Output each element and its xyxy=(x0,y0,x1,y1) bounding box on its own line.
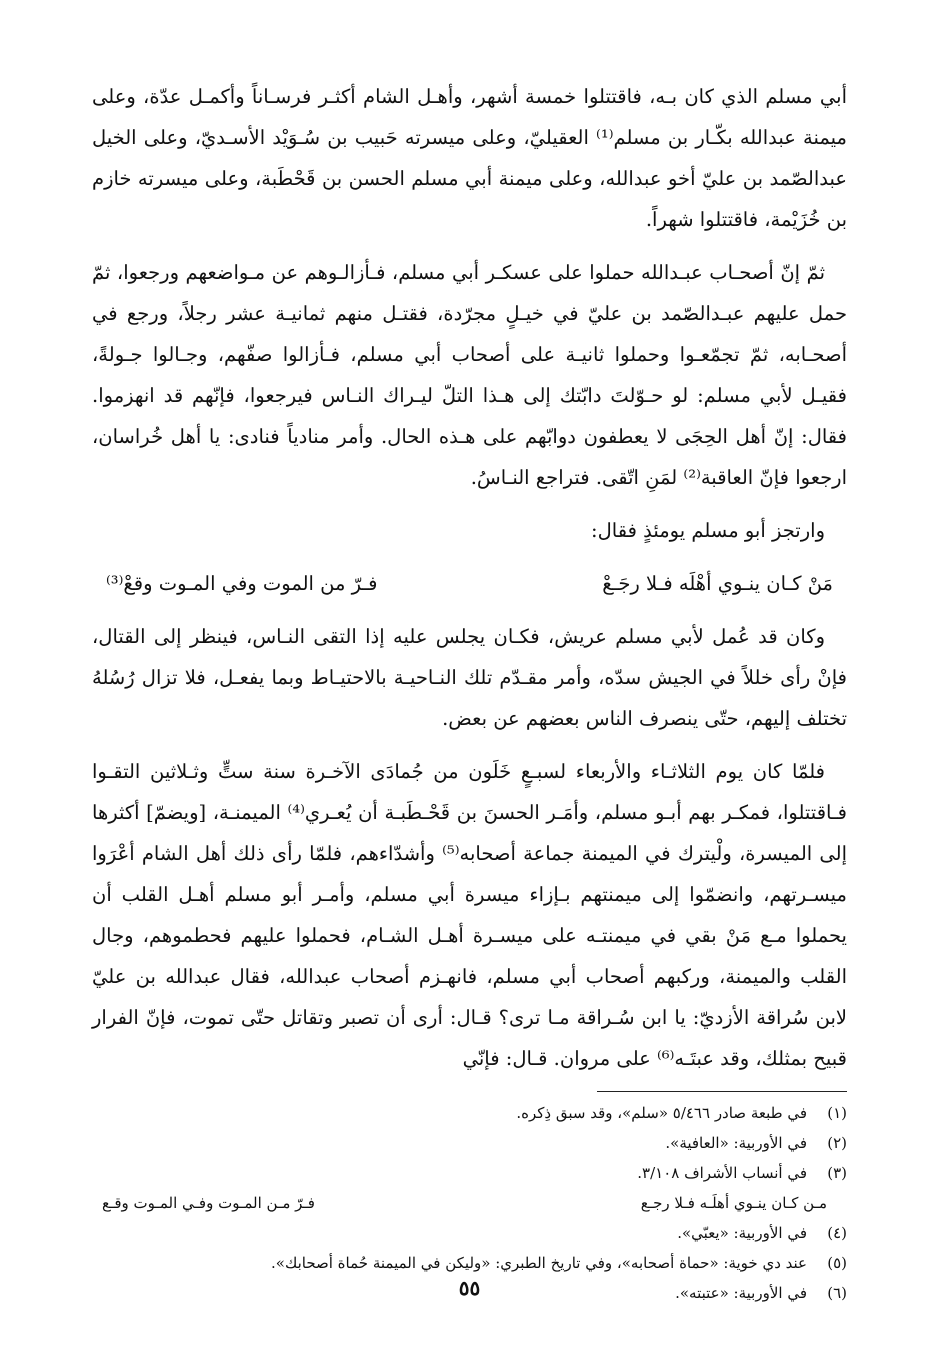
footnote-text: في الأوربية: «يعبّي». xyxy=(677,1224,807,1242)
footnote-4 xyxy=(92,1218,847,1248)
footnote-text: في الأوربية: «عتبته». xyxy=(675,1284,807,1302)
footnote-5 xyxy=(92,1248,847,1278)
footnote-verse-second: فـرّ مـن المـوت وفـي المـوت وقـع xyxy=(102,1194,315,1212)
footnote-text: في أنساب الأشراف ٣/١٠٨. xyxy=(637,1164,807,1182)
paragraph-4: وكان قد عُمل لأبي مسلم عريش، فكـان يجلس عليه إذا التقى النـاس، فينظر إلى القتال، فإنْ رأى خللاً في الجيش سدّه، وأمر مقـدّم تلك النـاحيـة بالاحتيـاط وبما يفعـل، فلا تزال رُسُلهُ تختلف إليهم، حتّى ينصرف الناس بعضهم عن بعض. xyxy=(92,625,847,730)
verse-first-hemistich: مَنْ كـان ينـوي أهْلَه فـلا رجَـعْ xyxy=(602,572,833,595)
footnote-text: في الأوربية: «العافية». xyxy=(665,1134,807,1152)
footnote-text: في طبعة صادر ٥/٤٦٦ «سلم»، وقد سبق ذِكره. xyxy=(516,1104,807,1122)
footnote-number: (١) xyxy=(827,1104,847,1122)
footnote-3 xyxy=(92,1158,847,1188)
paragraph-5: فلمّا كان يوم الثلاثـاء والأربعاء لسبـعٍ خَلَون من جُمادَى الآخـرة سنة ستٍّ وثـلاثين التقـوا فـاقتتلوا، فمكـر بهم أبـو مسلم، وأمَـر الحسنَ بن قَحْـطَبـة أن يُعـري⁽⁴⁾ الميمنـة، [ويضمّ] أكثرها إلى الميسرة، ولْيترك في الميمنة جماعة أصحابه⁽⁵⁾ وأشدّاءهم، فلمّا رأى ذلك أهل الشام أعْرَوا ميسـرتهم، وانضمّوا إلى ميمنتهم بـإزاء ميسرة أبي مسلم، وأمـر أبو مسلم أهـل القلب أن يحملوا مـع مَنْ بقي في ميمنتـه على ميسـرة أهـل الشـام، فحملوا عليهم فحطموهم، وجال القلب والميمنة، وركبهم أصحاب أبي مسلم، فانهـزم أصحاب عبدالله، فقال عبدالله بن عليّ لابن سُراقة الأزديّ: يا ابن سُـراقة مـا ترى؟ قـال: أرى أن تصبر وتقاتل حتّى تموت، فإنّ الفرار قبيح بمثلك، وقد عبتَـه⁽⁶⁾ على مروان. قـال: فإنّي xyxy=(92,760,848,1070)
footnote-divider xyxy=(597,1091,847,1092)
verse-second-hemistich: فـرّ من الموت وفي المـوت وقعْ⁽³⁾ xyxy=(106,572,378,595)
footnote-number: (٤) xyxy=(827,1224,847,1242)
paragraph-2: ثمّ إنّ أصحـاب عبـدالله حملوا على عسكـر أبي مسلم، فـأزالـوهم عن مـواضعهم ورجعوا، ثمّ حمل عليهم عبـدالصّمد بن عليّ في خيـلٍ مجرّدة، فقتـل منهم ثمانيـة عشر رجلاً، ورجع في أصحـابه، ثمّ تجمّعـوا وحملوا ثانيـة على أصحاب أبي مسلم، فـأزالوا صفّهم، وجـالوا جـولةً، فقيـل لأبي مسلم: لو حـوّلتَ دابّتك إلى هـذا التلّ ليـراك النـاس فيرجعوا، فإنّهم قد انهزموا. فقال: إنّ أهل الحِجَى لا يعطفون دوابّهم على هـذه الحال. وأمر منادياً فنادى: يا أهل خُراسان، ارجعوا فإنّ العاقبة⁽²⁾ لمَنِ اتّقى. فتراجع النـاسُ. xyxy=(92,261,847,489)
page-number: ٥٥ xyxy=(458,1276,481,1300)
paragraph-3: وارتجز أبو مسلم يومئذٍ فقال: xyxy=(591,519,825,542)
footnote-2 xyxy=(92,1128,847,1158)
footnote-number: (٢) xyxy=(827,1134,847,1152)
footnote-verse xyxy=(102,1188,827,1218)
main-text xyxy=(92,76,847,1079)
footnote-number: (٦) xyxy=(827,1284,847,1302)
footnote-number: (٥) xyxy=(827,1254,847,1272)
footnote-1 xyxy=(92,1098,847,1128)
paragraph-1: أبي مسلم الذي كان بـه، فاقتتلوا خمسة أشهر، وأهـل الشام أكثـر فرسـاناً وأكمـل عدّة، وعلى ميمنة عبدالله بكّـار بن مسلم⁽¹⁾ العقيليّ، وعلى ميسرته حَبيب بن سُـوَيْد الأسـديّ، وعلى الخيل عبدالصّمد بن عليّ أخو عبدالله، وعلى ميمنة أبي مسلم الحسن بن قَحْطَبة، وعلى ميسرته خازم بن خُزَيْمة، فاقتتلوا شهراً. xyxy=(92,85,847,231)
footnote-number: (٣) xyxy=(827,1164,847,1182)
verse xyxy=(106,563,833,604)
footnote-verse-first: مـن كـان ينـوي أهلَـه فـلا رجـع xyxy=(640,1194,827,1212)
footnote-text: عند دي خوية: «حماة أصحابه»، وفي تاريخ الطبري: «وليكن في الميمنة حُماة أصحابك». xyxy=(271,1254,807,1272)
